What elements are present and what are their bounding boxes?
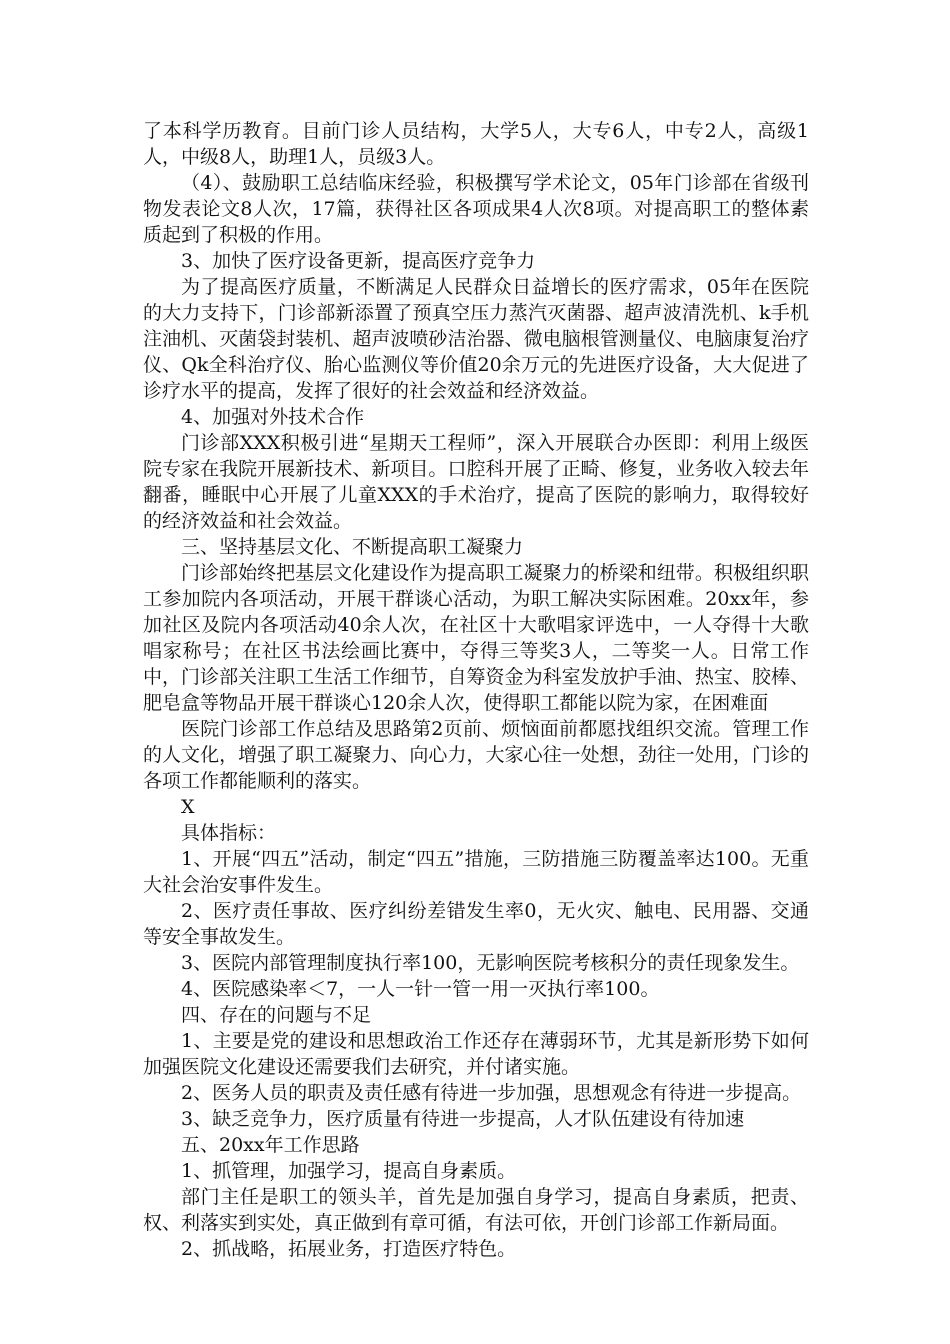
plan-2: 2、抓战略，拓展业务，打造医疗特色。 <box>181 1238 517 1260</box>
paragraph-x: X <box>181 796 195 818</box>
heading-indicators: 具体指标： <box>181 822 277 844</box>
indicator-4: 4、医院感染率＜7，一人一针一管一用一灭执行率100。 <box>181 978 660 1000</box>
heading-equipment: 3、加快了医疗设备更新，提高医疗竞争力 <box>181 250 536 272</box>
heading-plan: 五、20xx年工作思路 <box>181 1134 360 1156</box>
problem-3: 3、缺乏竞争力，医疗质量有待进一步提高，人才队伍建设有待加速 <box>181 1108 745 1130</box>
heading-problems: 四、存在的问题与不足 <box>181 1004 372 1026</box>
heading-culture: 三、坚持基层文化、不断提高职工凝聚力 <box>181 536 524 558</box>
paragraph-humanization: 医院门诊部工作总结及思路第2页前、烦恼面前都愿找组织交流。管理工作的人文化，增强了职工凝聚力、向心力，大家心往一处想，劲往一处用，门诊的各项工作都能顺利的落实。 <box>143 718 809 792</box>
document-body <box>143 118 809 1262</box>
indicator-3: 3、医院内部管理制度执行率100，无影响医院考核积分的责任现象发生。 <box>181 952 800 974</box>
paragraph-education: 了本科学历教育。目前门诊人员结构，大学5人，大专6人，中专2人，高级1人，中级8人，助理1人，员级3人。 <box>143 120 809 168</box>
problem-1: 1、主要是党的建设和思想政治工作还存在薄弱环节，尤其是新形势下如何加强医院文化建设还需要我们去研究，并付诸实施。 <box>143 1030 809 1078</box>
indicator-2: 2、医疗责任事故、医疗纠纷差错发生率0，无火灾、触电、民用器、交通等安全事故发生。 <box>143 900 809 948</box>
paragraph-equipment: 为了提高医疗质量，不断满足人民群众日益增长的医疗需求，05年在医院的大力支持下，门诊部新添置了预真空压力蒸汽灭菌器、超声波清洗机、k手机注油机、灭菌袋封装机、超声波喷砂洁治器、微电脑根管测量仪、电脑康复治疗仪、Qk全科治疗仪、胎心监测仪等价值20余万元的先进医疗设备，大大促进了诊疗水平的提高，发挥了很好的社会效益和经济效益。 <box>143 276 809 402</box>
heading-cooperation: 4、加强对外技术合作 <box>181 406 365 428</box>
plan-1-detail: 部门主任是职工的领头羊，首先是加强自身学习，提高自身素质，把责、权、利落实到实处，真正做到有章可循，有法可依，开创门诊部工作新局面。 <box>143 1186 809 1234</box>
paragraph-culture: 门诊部始终把基层文化建设作为提高职工凝聚力的桥梁和纽带。积极组织职工参加院内各项活动，开展干群谈心活动，为职工解决实际困难。20xx年，参加社区及院内各项活动40余人次，在社区十大歌唱家评选中，一人夺得十大歌唱家称号；在社区书法绘画比赛中，夺得三等奖3人，二等奖一人。日常工作中，门诊部关注职工生活工作细节，自筹资金为科室发放护手油、热宝、胶棒、肥皂盒等物品开展干群谈心120余人次，使得职工都能以院为家，在困难面 <box>143 562 809 714</box>
paragraph-cooperation: 门诊部XXX积极引进“星期天工程师”，深入开展联合办医即：利用上级医院专家在我院开展新技术、新项目。口腔科开展了正畸、修复，业务收入较去年翻番，睡眠中心开展了儿童XXX的手术治疗，提高了医院的影响力，取得较好的经济效益和社会效益。 <box>143 432 809 532</box>
plan-1: 1、抓管理，加强学习，提高自身素质。 <box>181 1160 517 1182</box>
problem-2: 2、医务人员的职责及责任感有待进一步加强，思想观念有待进一步提高。 <box>181 1082 802 1104</box>
paragraph-papers: （4）、鼓励职工总结临床经验，积极撰写学术论文，05年门诊部在省级刊物发表论文8人次，17篇，获得社区各项成果4人次8项。对提高职工的整体素质起到了积极的作用。 <box>143 172 809 246</box>
indicator-1: 1、开展“四五”活动，制定“四五”措施，三防措施三防覆盖率达100。无重大社会治安事件发生。 <box>143 848 809 896</box>
